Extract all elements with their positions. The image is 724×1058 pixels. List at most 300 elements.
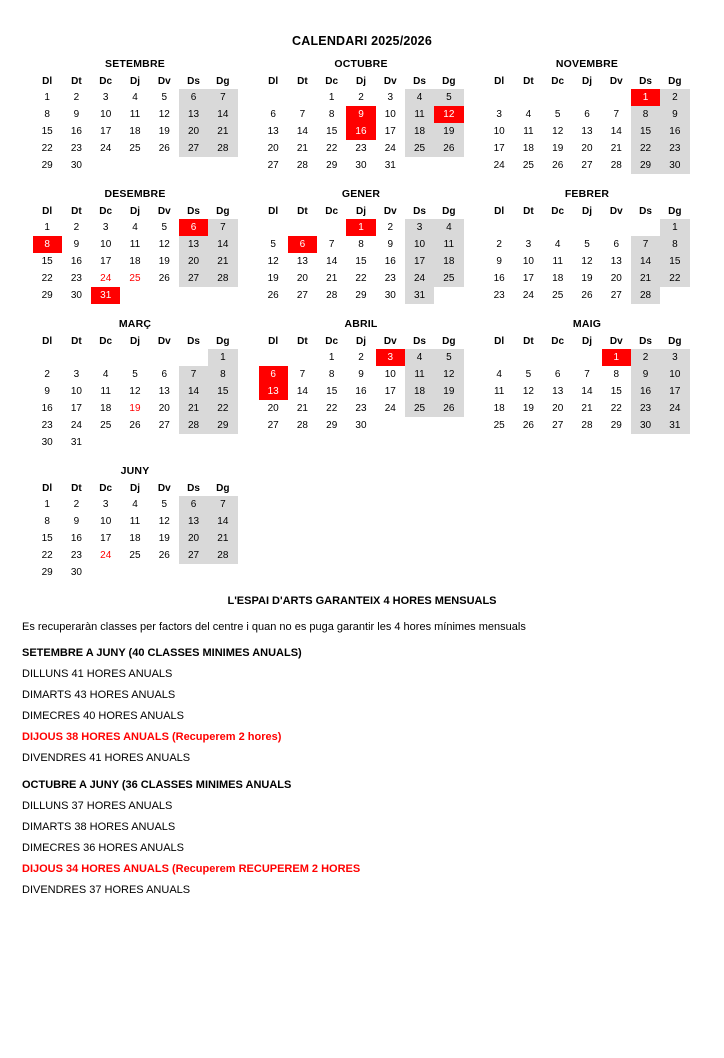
day-cell[interactable]: 15 xyxy=(326,386,338,397)
day-cell[interactable]: 9 xyxy=(631,366,660,383)
day-cell[interactable]: 25 xyxy=(129,143,141,154)
day-cell[interactable]: 4 xyxy=(434,219,463,236)
day-cell[interactable]: 19 xyxy=(129,403,141,414)
day-cell[interactable]: 28 xyxy=(296,420,308,431)
day-cell[interactable]: 28 xyxy=(631,287,660,304)
day-cell[interactable]: 12 xyxy=(434,366,463,383)
day-cell[interactable]: 1 xyxy=(346,219,375,236)
day-cell[interactable]: 5 xyxy=(161,92,168,103)
day-cell[interactable]: 21 xyxy=(208,530,237,547)
day-cell[interactable]: 29 xyxy=(41,290,53,301)
day-cell[interactable]: 4 xyxy=(132,92,138,103)
day-cell[interactable]: 3 xyxy=(496,109,502,120)
day-cell[interactable]: 13 xyxy=(179,236,208,253)
day-cell[interactable]: 17 xyxy=(384,386,396,397)
day-cell[interactable]: 10 xyxy=(405,236,434,253)
day-cell[interactable]: 25 xyxy=(129,550,141,561)
day-cell[interactable]: 18 xyxy=(129,533,141,544)
day-cell[interactable]: 23 xyxy=(41,420,53,431)
day-cell[interactable]: 19 xyxy=(522,403,534,414)
day-cell[interactable]: 13 xyxy=(552,386,564,397)
day-cell[interactable]: 5 xyxy=(554,109,561,120)
day-cell[interactable]: 30 xyxy=(70,567,82,578)
day-cell[interactable]: 11 xyxy=(493,386,505,397)
day-cell[interactable]: 29 xyxy=(355,290,367,301)
day-cell[interactable]: 6 xyxy=(288,236,317,253)
day-cell[interactable]: 1 xyxy=(631,89,660,106)
day-cell[interactable]: 28 xyxy=(581,420,593,431)
day-cell[interactable]: 17 xyxy=(100,533,112,544)
day-cell[interactable]: 20 xyxy=(296,273,308,284)
day-cell[interactable]: 3 xyxy=(660,349,689,366)
day-cell[interactable]: 5 xyxy=(161,499,168,510)
day-cell[interactable]: 14 xyxy=(208,236,237,253)
day-cell[interactable]: 25 xyxy=(405,400,434,417)
day-cell[interactable]: 10 xyxy=(100,109,112,120)
day-cell[interactable]: 18 xyxy=(129,126,141,137)
day-cell[interactable]: 10 xyxy=(100,516,112,527)
day-cell[interactable]: 9 xyxy=(387,239,394,250)
day-cell[interactable]: 22 xyxy=(631,140,660,157)
day-cell[interactable]: 15 xyxy=(631,123,660,140)
day-cell[interactable]: 24 xyxy=(522,290,534,301)
day-cell[interactable]: 19 xyxy=(158,533,170,544)
day-cell[interactable]: 30 xyxy=(70,160,82,171)
day-cell[interactable]: 6 xyxy=(584,109,590,120)
day-cell[interactable]: 31 xyxy=(405,287,434,304)
day-cell[interactable]: 26 xyxy=(158,273,170,284)
day-cell[interactable]: 26 xyxy=(267,290,279,301)
day-cell[interactable]: 2 xyxy=(44,369,50,380)
day-cell[interactable]: 25 xyxy=(405,140,434,157)
day-cell[interactable]: 2 xyxy=(73,499,80,510)
day-cell[interactable]: 18 xyxy=(434,253,463,270)
day-cell[interactable]: 26 xyxy=(552,160,564,171)
day-cell[interactable]: 7 xyxy=(613,109,620,120)
day-cell[interactable]: 19 xyxy=(267,273,279,284)
day-cell[interactable]: 24 xyxy=(405,270,434,287)
day-cell[interactable]: 19 xyxy=(158,126,170,137)
day-cell[interactable]: 16 xyxy=(660,123,689,140)
day-cell[interactable]: 30 xyxy=(384,290,396,301)
day-cell[interactable]: 12 xyxy=(434,106,463,123)
day-cell[interactable]: 2 xyxy=(73,92,80,103)
day-cell[interactable]: 18 xyxy=(493,403,505,414)
day-cell[interactable]: 21 xyxy=(581,403,593,414)
day-cell[interactable]: 1 xyxy=(44,92,50,103)
day-cell[interactable]: 27 xyxy=(179,547,208,564)
day-cell[interactable]: 21 xyxy=(610,143,622,154)
day-cell[interactable]: 20 xyxy=(610,273,622,284)
day-cell[interactable]: 23 xyxy=(493,290,505,301)
day-cell[interactable]: 15 xyxy=(41,256,53,267)
day-cell[interactable]: 22 xyxy=(326,143,338,154)
day-cell[interactable]: 11 xyxy=(129,239,141,250)
day-cell[interactable]: 3 xyxy=(376,349,405,366)
day-cell[interactable]: 29 xyxy=(326,420,338,431)
day-cell[interactable]: 28 xyxy=(179,417,208,434)
day-cell[interactable]: 9 xyxy=(358,369,364,380)
day-cell[interactable]: 31 xyxy=(660,417,689,434)
day-cell[interactable]: 20 xyxy=(179,253,208,270)
day-cell[interactable]: 19 xyxy=(552,143,564,154)
day-cell[interactable]: 13 xyxy=(259,383,288,400)
day-cell[interactable]: 30 xyxy=(631,417,660,434)
day-cell[interactable]: 8 xyxy=(631,106,660,123)
day-cell[interactable]: 8 xyxy=(358,239,364,250)
day-cell[interactable]: 12 xyxy=(581,256,593,267)
day-cell[interactable]: 5 xyxy=(584,239,590,250)
day-cell[interactable]: 22 xyxy=(41,273,53,284)
day-cell[interactable]: 18 xyxy=(129,256,141,267)
day-cell[interactable]: 25 xyxy=(434,270,463,287)
day-cell[interactable]: 22 xyxy=(41,550,53,561)
day-cell[interactable]: 14 xyxy=(581,386,593,397)
day-cell[interactable]: 14 xyxy=(610,126,622,137)
day-cell[interactable]: 25 xyxy=(522,160,534,171)
day-cell[interactable]: 24 xyxy=(100,550,112,561)
day-cell[interactable]: 3 xyxy=(405,219,434,236)
day-cell[interactable]: 5 xyxy=(525,369,532,380)
day-cell[interactable]: 12 xyxy=(552,126,564,137)
day-cell[interactable]: 20 xyxy=(179,123,208,140)
day-cell[interactable]: 17 xyxy=(493,143,505,154)
day-cell[interactable]: 28 xyxy=(208,140,237,157)
day-cell[interactable]: 18 xyxy=(522,143,534,154)
day-cell[interactable]: 4 xyxy=(405,89,434,106)
day-cell[interactable]: 28 xyxy=(296,160,308,171)
day-cell[interactable]: 15 xyxy=(610,386,622,397)
day-cell[interactable]: 18 xyxy=(100,403,112,414)
day-cell[interactable]: 13 xyxy=(158,386,170,397)
day-cell[interactable]: 21 xyxy=(631,270,660,287)
day-cell[interactable]: 26 xyxy=(434,140,463,157)
day-cell[interactable]: 3 xyxy=(525,239,532,250)
day-cell[interactable]: 16 xyxy=(70,256,82,267)
day-cell[interactable]: 24 xyxy=(70,420,82,431)
day-cell[interactable]: 2 xyxy=(631,349,660,366)
day-cell[interactable]: 10 xyxy=(70,386,82,397)
day-cell[interactable]: 1 xyxy=(44,499,50,510)
day-cell[interactable]: 1 xyxy=(208,349,237,366)
day-cell[interactable]: 26 xyxy=(158,143,170,154)
day-cell[interactable]: 18 xyxy=(552,273,564,284)
day-cell[interactable]: 27 xyxy=(267,160,279,171)
day-cell[interactable]: 11 xyxy=(100,386,111,397)
day-cell[interactable]: 17 xyxy=(522,273,534,284)
day-cell[interactable]: 21 xyxy=(208,253,237,270)
day-cell[interactable]: 22 xyxy=(208,400,237,417)
day-cell[interactable]: 28 xyxy=(326,290,338,301)
day-cell[interactable]: 8 xyxy=(44,516,50,527)
day-cell[interactable]: 20 xyxy=(158,403,170,414)
day-cell[interactable]: 8 xyxy=(44,109,50,120)
day-cell[interactable]: 2 xyxy=(496,239,502,250)
day-cell[interactable]: 12 xyxy=(158,109,170,120)
day-cell[interactable]: 15 xyxy=(41,126,53,137)
day-cell[interactable]: 3 xyxy=(102,92,109,103)
day-cell[interactable]: 1 xyxy=(44,222,50,233)
day-cell[interactable]: 26 xyxy=(522,420,534,431)
day-cell[interactable]: 26 xyxy=(434,400,463,417)
day-cell[interactable]: 4 xyxy=(496,369,502,380)
day-cell[interactable]: 6 xyxy=(179,496,208,513)
day-cell[interactable]: 13 xyxy=(179,106,208,123)
day-cell[interactable]: 15 xyxy=(355,256,367,267)
day-cell[interactable]: 30 xyxy=(70,290,82,301)
day-cell[interactable]: 2 xyxy=(358,352,364,363)
day-cell[interactable]: 6 xyxy=(179,219,208,236)
day-cell[interactable]: 26 xyxy=(158,550,170,561)
day-cell[interactable]: 21 xyxy=(179,400,208,417)
day-cell[interactable]: 2 xyxy=(387,222,394,233)
day-cell[interactable]: 15 xyxy=(41,533,53,544)
day-cell[interactable]: 29 xyxy=(610,420,622,431)
day-cell[interactable]: 7 xyxy=(208,219,237,236)
day-cell[interactable]: 16 xyxy=(346,123,375,140)
day-cell[interactable]: 29 xyxy=(41,160,53,171)
day-cell[interactable]: 24 xyxy=(660,400,689,417)
day-cell[interactable]: 6 xyxy=(161,369,168,380)
day-cell[interactable]: 21 xyxy=(296,143,308,154)
day-cell[interactable]: 14 xyxy=(631,253,660,270)
day-cell[interactable]: 10 xyxy=(384,109,396,120)
day-cell[interactable]: 16 xyxy=(493,273,505,284)
day-cell[interactable]: 20 xyxy=(267,403,279,414)
day-cell[interactable]: 27 xyxy=(581,160,593,171)
day-cell[interactable]: 14 xyxy=(208,106,237,123)
day-cell[interactable]: 24 xyxy=(384,143,396,154)
day-cell[interactable]: 27 xyxy=(179,270,208,287)
day-cell[interactable]: 27 xyxy=(158,420,170,431)
day-cell[interactable]: 22 xyxy=(610,403,622,414)
day-cell[interactable]: 8 xyxy=(613,369,620,380)
day-cell[interactable]: 16 xyxy=(41,403,53,414)
day-cell[interactable]: 4 xyxy=(554,239,561,250)
day-cell[interactable]: 13 xyxy=(267,126,279,137)
day-cell[interactable]: 4 xyxy=(102,369,109,380)
day-cell[interactable]: 3 xyxy=(387,92,394,103)
day-cell[interactable]: 30 xyxy=(660,157,689,174)
day-cell[interactable]: 17 xyxy=(405,253,434,270)
day-cell[interactable]: 7 xyxy=(631,236,660,253)
day-cell[interactable]: 9 xyxy=(73,516,80,527)
day-cell[interactable]: 7 xyxy=(584,369,590,380)
day-cell[interactable]: 23 xyxy=(660,140,689,157)
day-cell[interactable]: 11 xyxy=(552,256,563,267)
day-cell[interactable]: 2 xyxy=(73,222,80,233)
day-cell[interactable]: 29 xyxy=(326,160,338,171)
day-cell[interactable]: 9 xyxy=(44,386,50,397)
day-cell[interactable]: 22 xyxy=(355,273,367,284)
day-cell[interactable]: 26 xyxy=(581,290,593,301)
day-cell[interactable]: 14 xyxy=(326,256,338,267)
day-cell[interactable]: 10 xyxy=(384,369,396,380)
day-cell[interactable]: 22 xyxy=(41,143,53,154)
day-cell[interactable]: 9 xyxy=(73,109,80,120)
day-cell[interactable]: 14 xyxy=(296,126,308,137)
day-cell[interactable]: 23 xyxy=(355,403,367,414)
day-cell[interactable]: 6 xyxy=(179,89,208,106)
day-cell[interactable]: 14 xyxy=(296,386,308,397)
day-cell[interactable]: 20 xyxy=(179,530,208,547)
day-cell[interactable]: 23 xyxy=(70,143,82,154)
day-cell[interactable]: 25 xyxy=(129,273,141,284)
day-cell[interactable]: 5 xyxy=(132,369,138,380)
day-cell[interactable]: 30 xyxy=(41,437,53,448)
day-cell[interactable]: 3 xyxy=(102,499,109,510)
day-cell[interactable]: 24 xyxy=(100,273,112,284)
day-cell[interactable]: 8 xyxy=(328,109,335,120)
day-cell[interactable]: 25 xyxy=(100,420,112,431)
day-cell[interactable]: 15 xyxy=(660,253,689,270)
day-cell[interactable]: 7 xyxy=(179,366,208,383)
day-cell[interactable]: 13 xyxy=(179,513,208,530)
day-cell[interactable]: 19 xyxy=(434,383,463,400)
day-cell[interactable]: 7 xyxy=(208,496,237,513)
day-cell[interactable]: 31 xyxy=(91,287,120,304)
day-cell[interactable]: 8 xyxy=(208,366,237,383)
day-cell[interactable]: 28 xyxy=(208,270,237,287)
day-cell[interactable]: 18 xyxy=(405,123,434,140)
day-cell[interactable]: 17 xyxy=(660,383,689,400)
day-cell[interactable]: 16 xyxy=(70,533,82,544)
day-cell[interactable]: 17 xyxy=(384,126,396,137)
day-cell[interactable]: 12 xyxy=(522,386,534,397)
day-cell[interactable]: 22 xyxy=(660,270,689,287)
day-cell[interactable]: 25 xyxy=(552,290,564,301)
day-cell[interactable]: 1 xyxy=(602,349,631,366)
day-cell[interactable]: 11 xyxy=(405,106,434,123)
day-cell[interactable]: 23 xyxy=(70,550,82,561)
day-cell[interactable]: 8 xyxy=(33,236,62,253)
day-cell[interactable]: 20 xyxy=(267,143,279,154)
day-cell[interactable]: 10 xyxy=(660,366,689,383)
day-cell[interactable]: 10 xyxy=(100,239,112,250)
day-cell[interactable]: 20 xyxy=(552,403,564,414)
day-cell[interactable]: 6 xyxy=(270,109,276,120)
day-cell[interactable]: 30 xyxy=(355,160,367,171)
day-cell[interactable]: 10 xyxy=(493,126,505,137)
day-cell[interactable]: 27 xyxy=(179,140,208,157)
day-cell[interactable]: 11 xyxy=(129,109,141,120)
day-cell[interactable]: 31 xyxy=(70,437,82,448)
day-cell[interactable]: 4 xyxy=(132,499,138,510)
day-cell[interactable]: 27 xyxy=(296,290,308,301)
day-cell[interactable]: 28 xyxy=(208,547,237,564)
day-cell[interactable]: 5 xyxy=(434,349,463,366)
day-cell[interactable]: 19 xyxy=(434,123,463,140)
day-cell[interactable]: 18 xyxy=(405,383,434,400)
day-cell[interactable]: 9 xyxy=(660,106,689,123)
day-cell[interactable]: 12 xyxy=(129,386,141,397)
day-cell[interactable]: 25 xyxy=(493,420,505,431)
day-cell[interactable]: 22 xyxy=(326,403,338,414)
day-cell[interactable]: 21 xyxy=(326,273,338,284)
day-cell[interactable]: 10 xyxy=(522,256,534,267)
day-cell[interactable]: 11 xyxy=(129,516,141,527)
day-cell[interactable]: 17 xyxy=(100,256,112,267)
day-cell[interactable]: 30 xyxy=(355,420,367,431)
day-cell[interactable]: 13 xyxy=(581,126,593,137)
day-cell[interactable]: 14 xyxy=(208,513,237,530)
day-cell[interactable]: 27 xyxy=(610,290,622,301)
day-cell[interactable]: 12 xyxy=(267,256,279,267)
day-cell[interactable]: 27 xyxy=(267,420,279,431)
day-cell[interactable]: 15 xyxy=(208,383,237,400)
day-cell[interactable]: 8 xyxy=(328,369,335,380)
day-cell[interactable]: 24 xyxy=(100,143,112,154)
day-cell[interactable]: 7 xyxy=(208,89,237,106)
day-cell[interactable]: 21 xyxy=(296,403,308,414)
day-cell[interactable]: 7 xyxy=(328,239,335,250)
day-cell[interactable]: 9 xyxy=(346,106,375,123)
day-cell[interactable]: 4 xyxy=(405,349,434,366)
day-cell[interactable]: 17 xyxy=(100,126,112,137)
day-cell[interactable]: 16 xyxy=(70,126,82,137)
day-cell[interactable]: 11 xyxy=(523,126,534,137)
day-cell[interactable]: 8 xyxy=(660,236,689,253)
day-cell[interactable]: 31 xyxy=(384,160,396,171)
day-cell[interactable]: 5 xyxy=(434,89,463,106)
day-cell[interactable]: 4 xyxy=(525,109,532,120)
day-cell[interactable]: 11 xyxy=(434,236,463,253)
day-cell[interactable]: 6 xyxy=(554,369,561,380)
day-cell[interactable]: 14 xyxy=(179,383,208,400)
day-cell[interactable]: 23 xyxy=(631,400,660,417)
day-cell[interactable]: 9 xyxy=(496,256,502,267)
day-cell[interactable]: 16 xyxy=(631,383,660,400)
day-cell[interactable]: 2 xyxy=(358,92,364,103)
day-cell[interactable]: 9 xyxy=(73,239,80,250)
day-cell[interactable]: 28 xyxy=(610,160,622,171)
day-cell[interactable]: 29 xyxy=(631,157,660,174)
day-cell[interactable]: 16 xyxy=(355,386,367,397)
day-cell[interactable]: 7 xyxy=(299,109,306,120)
day-cell[interactable]: 24 xyxy=(493,160,505,171)
day-cell[interactable]: 5 xyxy=(270,239,276,250)
day-cell[interactable]: 19 xyxy=(158,256,170,267)
day-cell[interactable]: 3 xyxy=(102,222,109,233)
day-cell[interactable]: 5 xyxy=(161,222,168,233)
day-cell[interactable]: 1 xyxy=(328,352,335,363)
day-cell[interactable]: 23 xyxy=(384,273,396,284)
day-cell[interactable]: 12 xyxy=(158,516,170,527)
day-cell[interactable]: 3 xyxy=(73,369,80,380)
day-cell[interactable]: 27 xyxy=(552,420,564,431)
day-cell[interactable]: 17 xyxy=(70,403,82,414)
day-cell[interactable]: 29 xyxy=(208,417,237,434)
day-cell[interactable]: 1 xyxy=(328,92,335,103)
day-cell[interactable]: 21 xyxy=(208,123,237,140)
day-cell[interactable]: 6 xyxy=(613,239,620,250)
day-cell[interactable]: 7 xyxy=(299,369,306,380)
day-cell[interactable]: 26 xyxy=(129,420,141,431)
day-cell[interactable]: 20 xyxy=(581,143,593,154)
day-cell[interactable]: 23 xyxy=(70,273,82,284)
day-cell[interactable]: 4 xyxy=(132,222,138,233)
day-cell[interactable]: 13 xyxy=(296,256,308,267)
day-cell[interactable]: 19 xyxy=(581,273,593,284)
day-cell[interactable]: 23 xyxy=(355,143,367,154)
day-cell[interactable]: 6 xyxy=(259,366,288,383)
day-cell[interactable]: 15 xyxy=(326,126,338,137)
day-cell[interactable]: 16 xyxy=(384,256,396,267)
day-cell[interactable]: 29 xyxy=(41,567,53,578)
day-cell[interactable]: 12 xyxy=(158,239,170,250)
day-cell[interactable]: 2 xyxy=(660,89,689,106)
day-cell[interactable]: 11 xyxy=(405,366,434,383)
